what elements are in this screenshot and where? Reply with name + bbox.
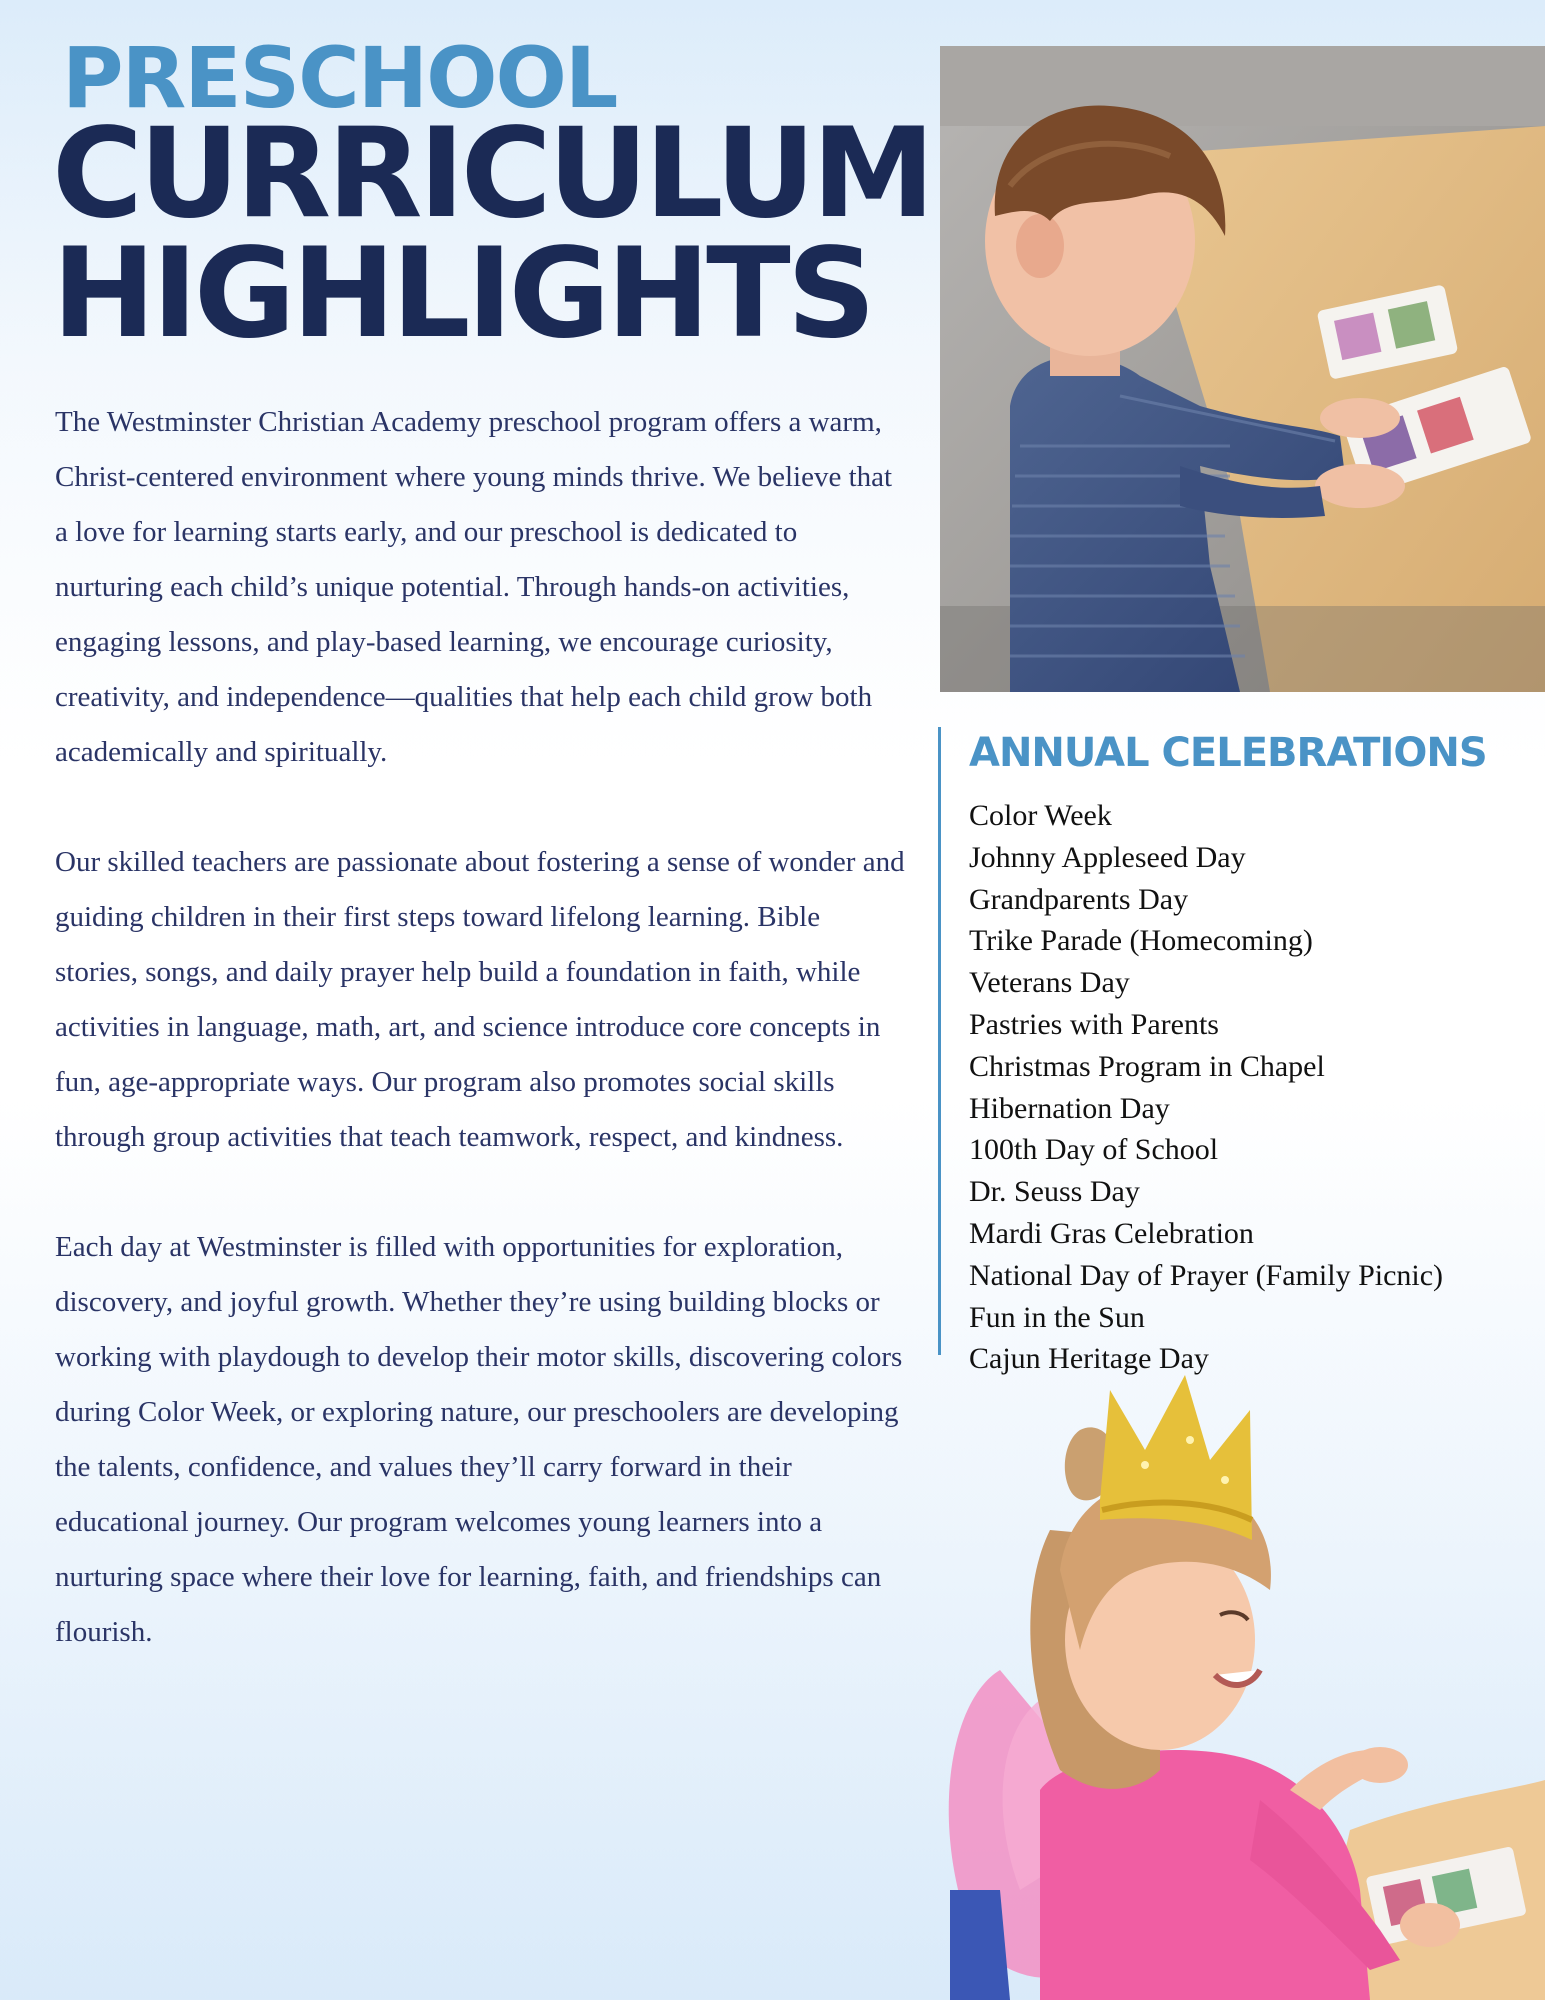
celebrations-list: [969, 795, 1545, 1380]
list-item: Grandparents Day: [969, 882, 1189, 916]
list-item: Color Week: [969, 799, 1112, 832]
list-item: Johnny Appleseed Day: [969, 840, 1246, 874]
intro-paragraph-1: The Westminster Christian Academy preschool program offers a warm, Christ-centered environment where young minds thrive. We believe that a love for learning starts early, and our preschool is dedicated to nurturing each child’s unique potential. Through hands-on activities, engaging lessons, and play-based learning, we encourage curiosity, creativity, and independence—qualities that help each child grow both academically and spiritually.: [55, 406, 893, 768]
list-item: 100th Day of School: [969, 1133, 1219, 1167]
annual-celebrations-section: [938, 727, 1545, 1376]
list-item: Pastries with Parents: [969, 1007, 1219, 1041]
title-curriculum: CURRICULUM: [52, 102, 932, 246]
list-item: Dr. Seuss Day: [969, 1175, 1140, 1209]
intro-paragraph-3: Each day at Westminster is filled with opportunities for exploration, discovery, and joyful growth. Whether they’re using building blocks or working with playdough to develop their motor skills, discovering colors during Color Week, or exploring nature, our preschoolers are developing the talents, confidence, and values they’ll carry forward in their educational journey. Our program welcomes young learners into a nurturing space where their love for learning, faith, and friendships can flourish.: [55, 1231, 903, 1648]
intro-text: [55, 395, 905, 1715]
list-item: Fun in the Sun: [969, 1300, 1145, 1334]
list-item: Christmas Program in Chapel: [969, 1049, 1325, 1083]
photo-boy-with-cards: [940, 46, 1545, 692]
title-preschool: PRESCHOOL: [62, 29, 617, 127]
list-item: Hibernation Day: [969, 1091, 1170, 1125]
list-item: Cajun Heritage Day: [969, 1342, 1209, 1376]
list-item: Veterans Day: [969, 966, 1130, 1000]
list-item: Trike Parade (Homecoming): [969, 924, 1313, 958]
celebrations-title: ANNUAL CELEBRATIONS: [969, 730, 1487, 776]
photo-girl-with-crown: [930, 1370, 1545, 2000]
list-item: National Day of Prayer (Family Picnic): [969, 1258, 1444, 1292]
title-highlights: HIGHLIGHTS: [52, 222, 873, 366]
list-item: Mardi Gras Celebration: [969, 1216, 1254, 1250]
intro-paragraph-2: Our skilled teachers are passionate about fostering a sense of wonder and guiding children in their first steps toward lifelong learning. Bible stories, songs, and daily prayer help build a foundation in faith, while activities in language, math, art, and science introduce core concepts in fun, age-appropriate ways. Our program also promotes social skills through group activities that teach teamwork, respect, and kindness.: [55, 846, 905, 1153]
